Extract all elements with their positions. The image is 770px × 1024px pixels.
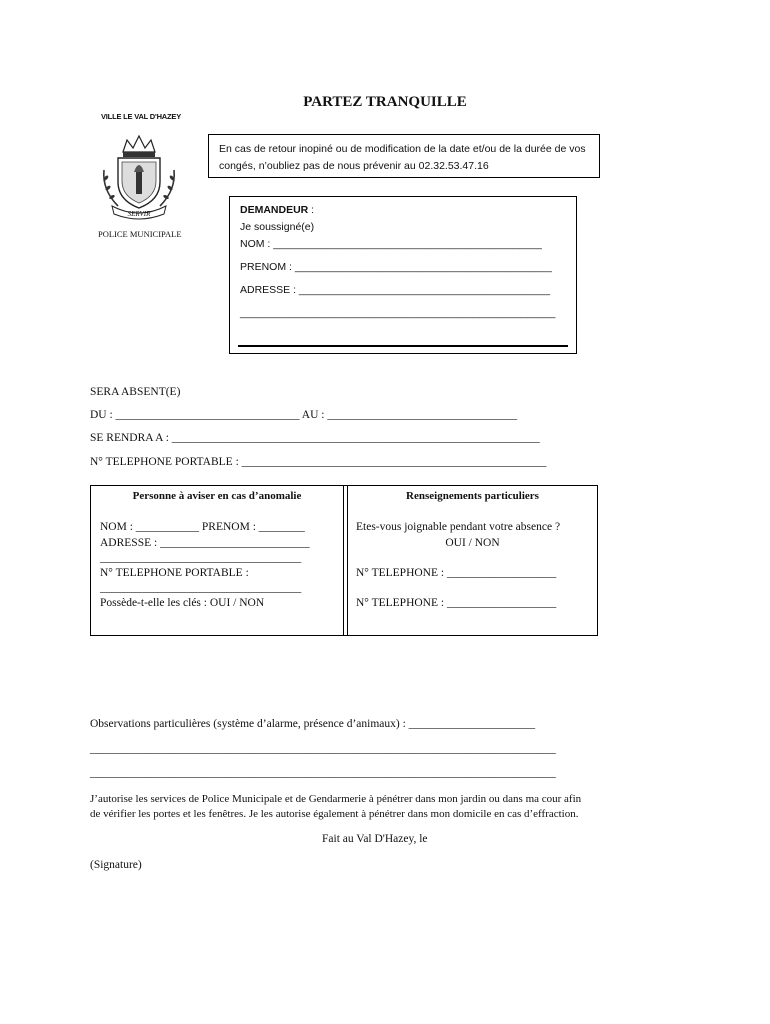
demandeur-nom-field[interactable]: NOM : ______________________________________________ <box>240 238 542 250</box>
contact-table <box>90 485 598 636</box>
contact-phone-field[interactable]: ___________________________________ <box>100 582 302 594</box>
seal-motto: SERVIR <box>127 210 151 218</box>
demandeur-heading <box>240 202 566 219</box>
demandeur-adresse-line2[interactable]: ______________________________________________________ <box>240 307 556 319</box>
contact-person-column <box>91 486 343 635</box>
demandeur-colon: : <box>308 204 315 216</box>
soussigne-text: Je soussigné(e) <box>240 221 315 233</box>
contact-adresse-line2[interactable]: ___________________________________ <box>100 552 302 564</box>
town-name: VILLE LE VAL D'HAZEY <box>101 112 182 121</box>
place-date-label: Fait au Val D'Hazey, le <box>322 833 428 845</box>
observations-line-2[interactable]: _________________________________________________________________________________ <box>90 767 556 779</box>
observations-field[interactable]: Observations particulières (système d’alarme, présence d’animaux) : ______________________ <box>90 718 536 730</box>
particular-info-header: Renseignements particuliers <box>406 490 539 502</box>
seal-emblem-icon <box>98 130 180 222</box>
observations-line-1[interactable]: _________________________________________________________________________________ <box>90 743 556 755</box>
demandeur-adresse-field[interactable]: ADRESSE : ___________________________________________ <box>240 284 551 296</box>
reachable-question: Etes-vous joignable pendant votre absence ? <box>356 521 561 533</box>
sera-absent-label: SERA ABSENT(E) <box>90 386 181 398</box>
page-title: PARTEZ TRANQUILLE <box>303 94 467 110</box>
particular-info-column <box>347 486 597 635</box>
contact-adresse-field[interactable]: ADRESSE : __________________________ <box>100 537 310 549</box>
contact-phone-label: N° TELEPHONE PORTABLE : <box>100 567 249 579</box>
dates-field[interactable]: DU : ________________________________ AU : _________________________________ <box>90 409 518 421</box>
demandeur-box <box>229 196 577 354</box>
demandeur-bottom-rule <box>238 345 568 347</box>
police-label: POLICE MUNICIPALE <box>98 229 182 239</box>
reachable-oui-non[interactable]: OUI / NON <box>445 537 500 549</box>
notice-box: En cas de retour inopiné ou de modification de la date et/ou de la durée de vos congés, n’oubliez pas de nous prévenir au 02.32.53.47.16 <box>208 134 600 178</box>
destination-field[interactable]: SE RENDRA A : ________________________________________________________________ <box>90 432 540 444</box>
particular-phone-2-field[interactable]: N° TELEPHONE : ___________________ <box>356 597 557 609</box>
municipal-seal <box>98 130 180 222</box>
keys-question[interactable]: Possède-t-elle les clés : OUI / NON <box>100 597 265 609</box>
mobile-phone-field[interactable]: N° TELEPHONE PORTABLE : _____________________________________________________ <box>90 456 547 468</box>
particular-phone-1-field[interactable]: N° TELEPHONE : ___________________ <box>356 567 557 579</box>
demandeur-label: DEMANDEUR <box>240 204 309 216</box>
contact-person-header: Personne à aviser en cas d’anomalie <box>132 490 302 502</box>
demandeur-prenom-field[interactable]: PRENOM : ____________________________________________ <box>240 261 552 273</box>
contact-nom-prenom-field[interactable]: NOM : ___________ PRENOM : ________ <box>100 521 305 533</box>
signature-label: (Signature) <box>90 859 142 871</box>
authorization-line-2: de vérifier les portes et les fenêtres. Je les autorise également à pénétrer dans mon domicile en cas d’effraction. <box>90 808 579 820</box>
authorization-line-1: J’autorise les services de Police Municipale et de Gendarmerie à pénétrer dans mon jardin ou dans ma cour afin <box>90 793 582 805</box>
